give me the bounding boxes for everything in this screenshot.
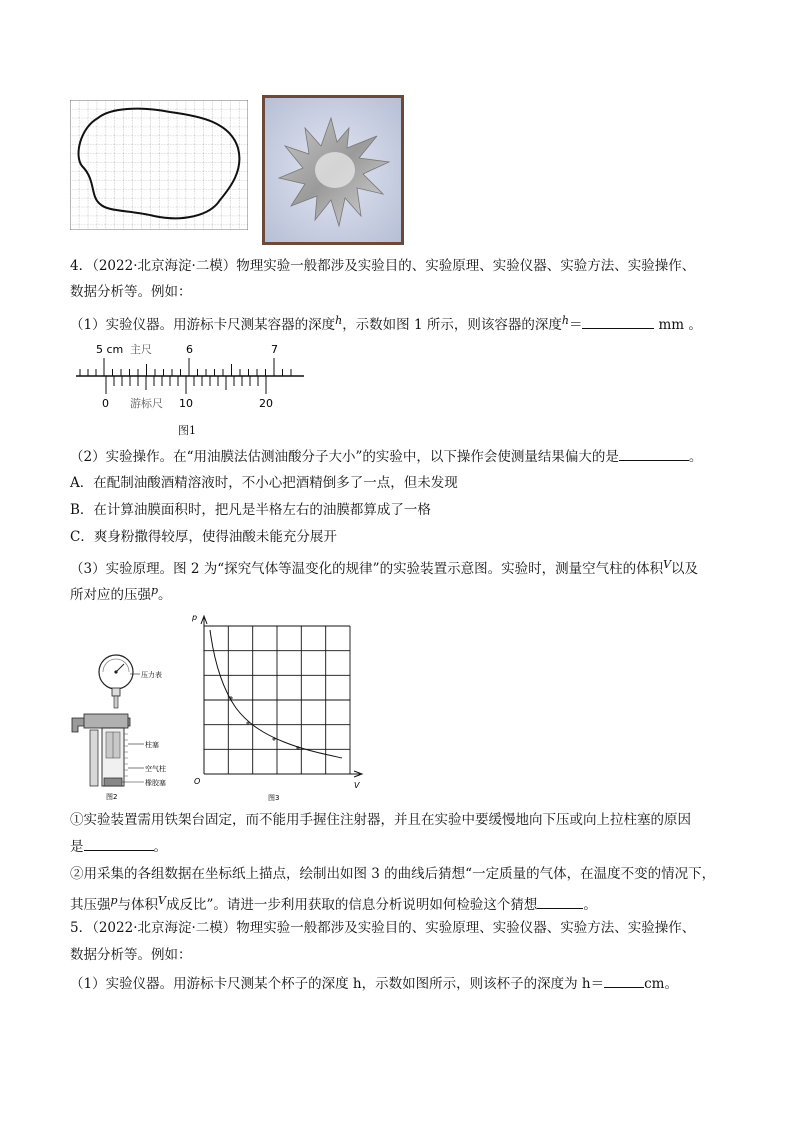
q5-header: 5．（2022·北京海淀·二模）物理实验一般都涉及实验目的、实验原理、实验仪器、实验方法、实验操作、 [70, 920, 696, 936]
var-h: h [335, 314, 343, 327]
var-V-2: V [158, 894, 166, 907]
main-label-name: 主尺 [130, 343, 152, 356]
q4-part1-mid: ，示数如图 1 所示，则该容器的深度 [342, 317, 562, 333]
main-label-5cm: 5 cm [96, 343, 124, 356]
q4-c2-line2 [70, 891, 597, 915]
q5-equals: h＝ [581, 976, 605, 992]
q5-part1-text: （1）实验仪器。用游标卡尺测某个杯子的深度 h，示数如图所示，则该杯子的深度为 [70, 976, 578, 992]
main-label-7: 7 [271, 343, 278, 356]
var-V: V [663, 558, 672, 571]
q4-c2-line2-post: 。 [583, 897, 597, 913]
main-scale-ticks [80, 358, 291, 376]
q4-part3 [70, 555, 698, 579]
var-h-2: h [561, 314, 569, 327]
q4-c1-line1: ①实验装置需用铁架台固定，而不能用手握住注射器，并且在实验中要缓慢地向下压或向上拉柱塞的原因 [70, 812, 691, 828]
fig1-caption: 图1 [178, 424, 196, 437]
origin-label: O [194, 777, 201, 786]
data-points [229, 696, 300, 750]
option-c: C．爽身粉撒得较厚，使得油酸未能充分展开 [70, 529, 337, 545]
q4-part2-text: （2）实验操作。在“用油膜法估测油酸分子大小”的实验中，以下操作会使测量结果偏大的是 [70, 449, 619, 465]
answer-blank-q5[interactable] [604, 973, 644, 988]
q4-part1 [70, 311, 702, 335]
q4-header: 4．（2022·北京海淀·二模）物理实验一般都涉及实验目的、实验原理、实验仪器、实验方法、实验操作、 [70, 258, 696, 274]
main-label-6: 6 [186, 343, 193, 356]
q4-c2-line2-mid1: 与体积 [117, 897, 159, 913]
air-column-label: 空气柱 [145, 765, 166, 773]
chart-grid [204, 626, 350, 774]
q4-part3-text: （3）实验原理。图 2 为“探究气体等温变化的规律”的实验装置示意图。实验时，测量空气柱的体积 [70, 561, 664, 577]
q4-c2-line2-pre: 其压强 [70, 897, 111, 913]
var-p: p [151, 584, 159, 597]
plunger-label: 柱塞 [145, 741, 159, 749]
option-a: A．在配制油酸酒精溶液时，不小心把酒精倒多了一点，但未发现 [70, 475, 458, 491]
q4-header-cont: 数据分析等。例如： [70, 284, 192, 300]
q4-part3-line2-text: 所对应的压强 [70, 587, 151, 603]
answer-blank-c1[interactable] [84, 836, 154, 851]
pv-chart [188, 612, 368, 808]
fig2-caption: 图2 [106, 793, 118, 801]
q4-c1-line2 [70, 836, 167, 857]
apparatus-figure [70, 652, 190, 802]
vernier-label-name: 游标尺 [130, 397, 163, 410]
vernier-label-10: 10 [179, 397, 193, 410]
unit-mm: mm 。 [658, 317, 702, 333]
gauge-label: 压力表 [141, 671, 162, 679]
oil-film-photo [262, 95, 404, 245]
answer-blank-depth[interactable] [582, 314, 654, 329]
q5-unit: cm。 [644, 976, 678, 992]
vernier-label-20: 20 [259, 397, 273, 410]
q4-part3-line2-end: 。 [158, 587, 172, 603]
oil-film-grid-figure [70, 100, 248, 230]
rubber-stopper-label: 橡胶塞 [145, 779, 166, 787]
var-p-2: p [110, 894, 118, 907]
equals-sign: ＝ [568, 317, 583, 333]
vernier-caliper-figure [70, 338, 310, 420]
q4-c1-line2-post: 。 [153, 839, 167, 855]
q4-part3-line2 [70, 581, 172, 605]
fig3-caption: 图3 [268, 794, 280, 802]
q4-c2-line1: ②用采集的各组数据在坐标纸上描点，绘制出如图 3 的曲线后猜想“一定质量的气体，在温度不变的情况下， [70, 866, 716, 882]
answer-blank-c2[interactable] [537, 894, 583, 909]
q4-part2 [70, 446, 702, 467]
q4-part2-end: 。 [688, 449, 703, 465]
q4-part3-post: 以及 [671, 561, 699, 577]
vernier-scale-ticks [106, 376, 266, 394]
vernier-label-0: 0 [102, 397, 109, 410]
data-point [272, 737, 276, 741]
q4-c1-line2-pre: 是 [70, 839, 84, 855]
q5-part1 [70, 973, 678, 994]
q4-part1-text: （1）实验仪器。用游标卡尺测某容器的深度 [70, 317, 336, 333]
y-axis-label: p [192, 613, 198, 622]
q5-header-cont: 数据分析等。例如： [70, 947, 192, 963]
answer-blank-part2[interactable] [619, 446, 689, 461]
option-b: B．在计算油膜面积时，把凡是半格左右的油膜都算成了一格 [70, 502, 431, 518]
x-axis-label: V [354, 781, 360, 790]
q4-c2-line2-mid2: 成反比”。请进一步利用获取的信息分析说明如何检验这个猜想 [166, 897, 538, 913]
